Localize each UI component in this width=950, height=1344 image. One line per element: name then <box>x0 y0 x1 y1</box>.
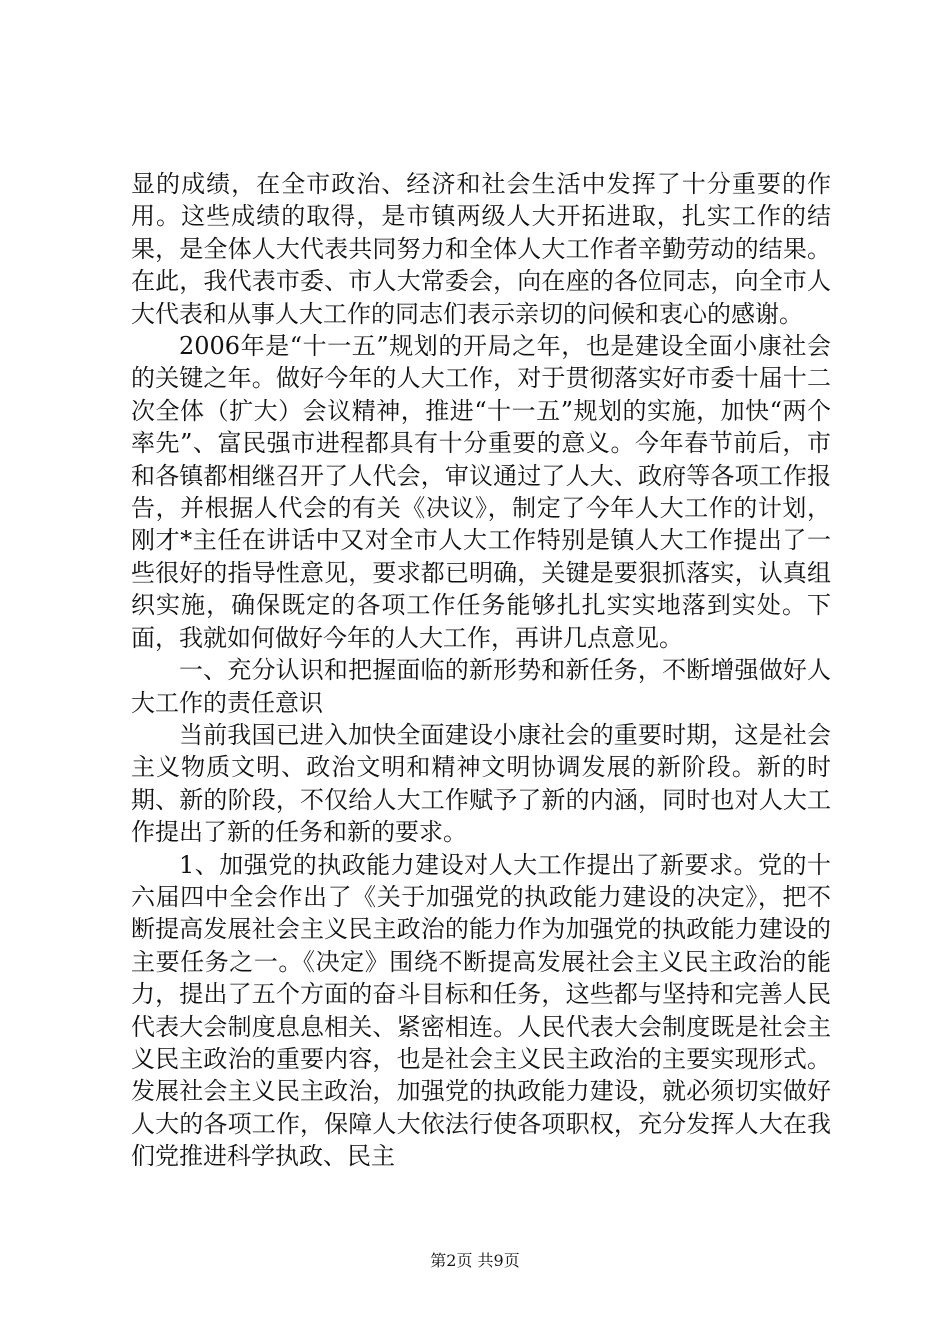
paragraph-4: 1、加强党的执政能力建设对人大工作提出了新要求。党的十六届四中全会作出了《关于加强党的执政能力建设的决定》，把不断提高发展社会主义民主政治的能力作为加强党的执政能力建设的主要任务之一。《决定》围绕不断提高发展社会主义民主政治的能力，提出了五个方面的奋斗目标和任务，这些都与坚持和完善人民代表大会制度息息相关、紧密相连。人民代表大会制度既是社会主义民主政治的重要内容，也是社会主义民主政治的主要实现形式。发展社会主义民主政治，加强党的执政能力建设，就必须切实做好人大的各项工作，保障人大依法行使各项职权，充分发挥人大在我们党推进科学执政、民主 <box>131 850 831 1171</box>
paragraph-2: 2006年是“十一五”规划的开局之年，也是建设全面小康社会的关键之年。做好今年的人大工作，对于贯彻落实好市委十届十二次全体（扩大）会议精神，推进“十一五”规划的实施，加快“两个率先”、富民强市进程都具有十分重要的意义。今年春节前后，市和各镇都相继召开了人代会，审议通过了人大、政府等各项工作报告，并根据人代会的有关《决议》，制定了今年人大工作的计划，刚才*主任在讲话中又对全市人大工作特别是镇人大工作提出了一些很好的指导性意见，要求都已明确，关键是要狠抓落实，认真组织实施，确保既定的各项工作任务能够扎扎实实地落到实处。下面，我就如何做好今年的人大工作，再讲几点意见。 <box>131 332 831 652</box>
document-body <box>131 168 831 1173</box>
section-heading-1: 一、充分认识和把握面临的新形势和新任务，不断增强做好人大工作的责任意识 <box>131 656 831 717</box>
page-footer: 第2页 共9页 <box>430 1251 520 1270</box>
paragraph-3: 当前我国已进入加快全面建设小康社会的重要时期，这是社会主义物质文明、政治文明和精神文明协调发展的新阶段。新的时期、新的阶段，不仅给人大工作赋予了新的内涵，同时也对人大工作提出了新的任务和新的要求。 <box>131 720 831 847</box>
paragraph-1: 显的成绩，在全市政治、经济和社会生活中发挥了十分重要的作用。这些成绩的取得，是市镇两级人大开拓进取，扎实工作的结果，是全体人大代表共同努力和全体人大工作者辛勤劳动的结果。在此，我代表市委、市人大常委会，向在座的各位同志，向全市人大代表和从事人大工作的同志们表示亲切的问候和衷心的感谢。 <box>131 170 831 328</box>
